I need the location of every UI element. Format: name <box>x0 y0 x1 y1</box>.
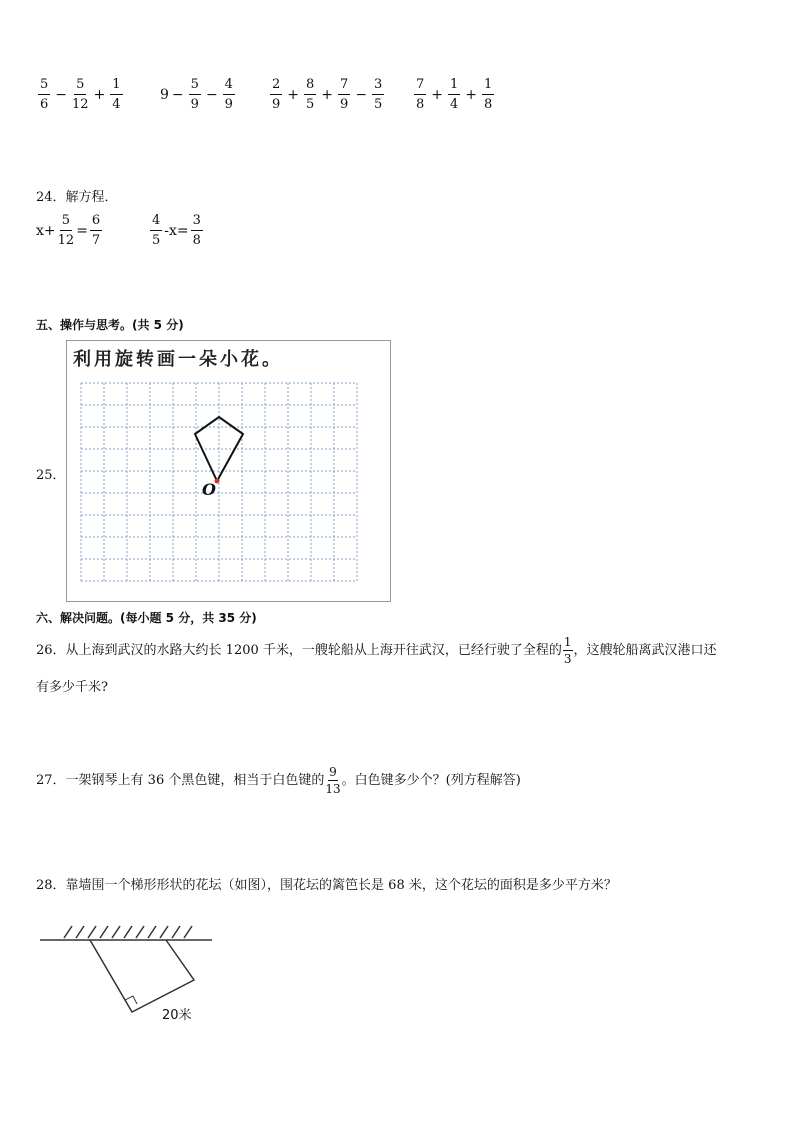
fraction-one-third <box>563 636 573 665</box>
operator: + <box>465 86 478 103</box>
denominator: 4 <box>450 97 459 112</box>
denominator: 12 <box>57 233 75 248</box>
numerator: 1 <box>448 78 460 95</box>
operator: − <box>355 86 368 103</box>
denominator: 12 <box>72 97 89 112</box>
numerator: 3 <box>191 214 203 231</box>
denominator: 8 <box>192 233 201 248</box>
denominator: 4 <box>112 97 121 112</box>
equation-1 <box>36 214 104 247</box>
integer: 9 <box>160 86 169 103</box>
equals-sign: = <box>76 222 88 239</box>
numerator: 8 <box>304 78 316 95</box>
question-27-text-cont: 。白色键多少个？(列方程解答) <box>341 773 521 788</box>
numerator: 4 <box>150 214 162 231</box>
figure-caption: 利用旋转画一朵小花。 <box>73 349 283 370</box>
question-24-title: 24．解方程． <box>36 190 118 205</box>
trapezoid-figure <box>36 920 216 1024</box>
rotation-figure <box>66 340 391 602</box>
numerator: 1 <box>110 78 122 95</box>
denominator: 5 <box>306 97 315 112</box>
denominator: 9 <box>272 97 281 112</box>
question-26-line2: 有多少千米? <box>36 680 108 695</box>
denominator: 6 <box>40 97 49 112</box>
numerator: 5 <box>60 214 72 231</box>
numerator: 5 <box>74 78 86 95</box>
operator: + <box>431 86 444 103</box>
expression-3 <box>268 78 386 111</box>
numerator: 6 <box>90 214 102 231</box>
operator: + <box>93 86 106 103</box>
denominator: 9 <box>224 97 233 112</box>
denominator: 9 <box>190 97 199 112</box>
equation-2 <box>148 214 205 247</box>
expression-4 <box>412 78 496 111</box>
question-26 <box>36 636 766 665</box>
numerator: 7 <box>414 78 426 95</box>
denominator: 5 <box>152 233 161 248</box>
operator: − <box>171 86 184 103</box>
numerator: 7 <box>338 78 350 95</box>
numerator: 1 <box>563 635 572 649</box>
numerator: 9 <box>329 765 337 779</box>
grid-drawing <box>67 341 390 601</box>
expression-1 <box>36 78 125 111</box>
numerator: 5 <box>189 78 201 95</box>
operator: + <box>321 86 334 103</box>
numerator: 1 <box>482 78 494 95</box>
question-27-text: 27．一架钢琴上有 36 个黑色键，相当于白色键的 <box>36 773 325 788</box>
numerator: 3 <box>372 78 384 95</box>
denominator: 3 <box>563 652 572 666</box>
numerator: 2 <box>270 78 282 95</box>
numerator: 4 <box>223 78 235 95</box>
equation-lead: x+ <box>36 222 56 239</box>
question-25-number: 25． <box>36 468 66 483</box>
question-28: 28．靠墙围一个梯形形状的花坛（如图），围花坛的篱笆长是 68 米，这个花坛的面积是多少平方米？ <box>36 878 617 893</box>
denominator: 13 <box>325 782 341 796</box>
question-26-text-cont: ，这艘轮船离武汉港口还 <box>573 643 717 658</box>
section-5-title: 五、操作与思考。(共 5 分) <box>36 318 184 332</box>
operator: + <box>287 86 300 103</box>
denominator: 8 <box>416 97 425 112</box>
section-6-title: 六、解决问题。(每小题 5 分，共 35 分) <box>36 611 257 625</box>
denominator: 9 <box>340 97 349 112</box>
denominator: 8 <box>484 97 493 112</box>
operator: − <box>205 86 218 103</box>
denominator: 5 <box>374 97 383 112</box>
fraction-nine-thirteenths <box>325 766 340 795</box>
denominator: 7 <box>91 233 101 248</box>
point-o-label: O <box>202 480 216 499</box>
operator: − <box>55 86 68 103</box>
question-26-text: 26．从上海到武汉的水路大约长 1200 千米，一艘轮船从上海开往武汉，已经行驶了全程的 <box>36 643 562 658</box>
equation-mid: -x= <box>164 222 189 239</box>
numerator: 5 <box>38 78 50 95</box>
side-length-label: 20米 <box>162 1008 192 1023</box>
expression-2 <box>160 78 237 111</box>
question-27 <box>36 766 766 795</box>
